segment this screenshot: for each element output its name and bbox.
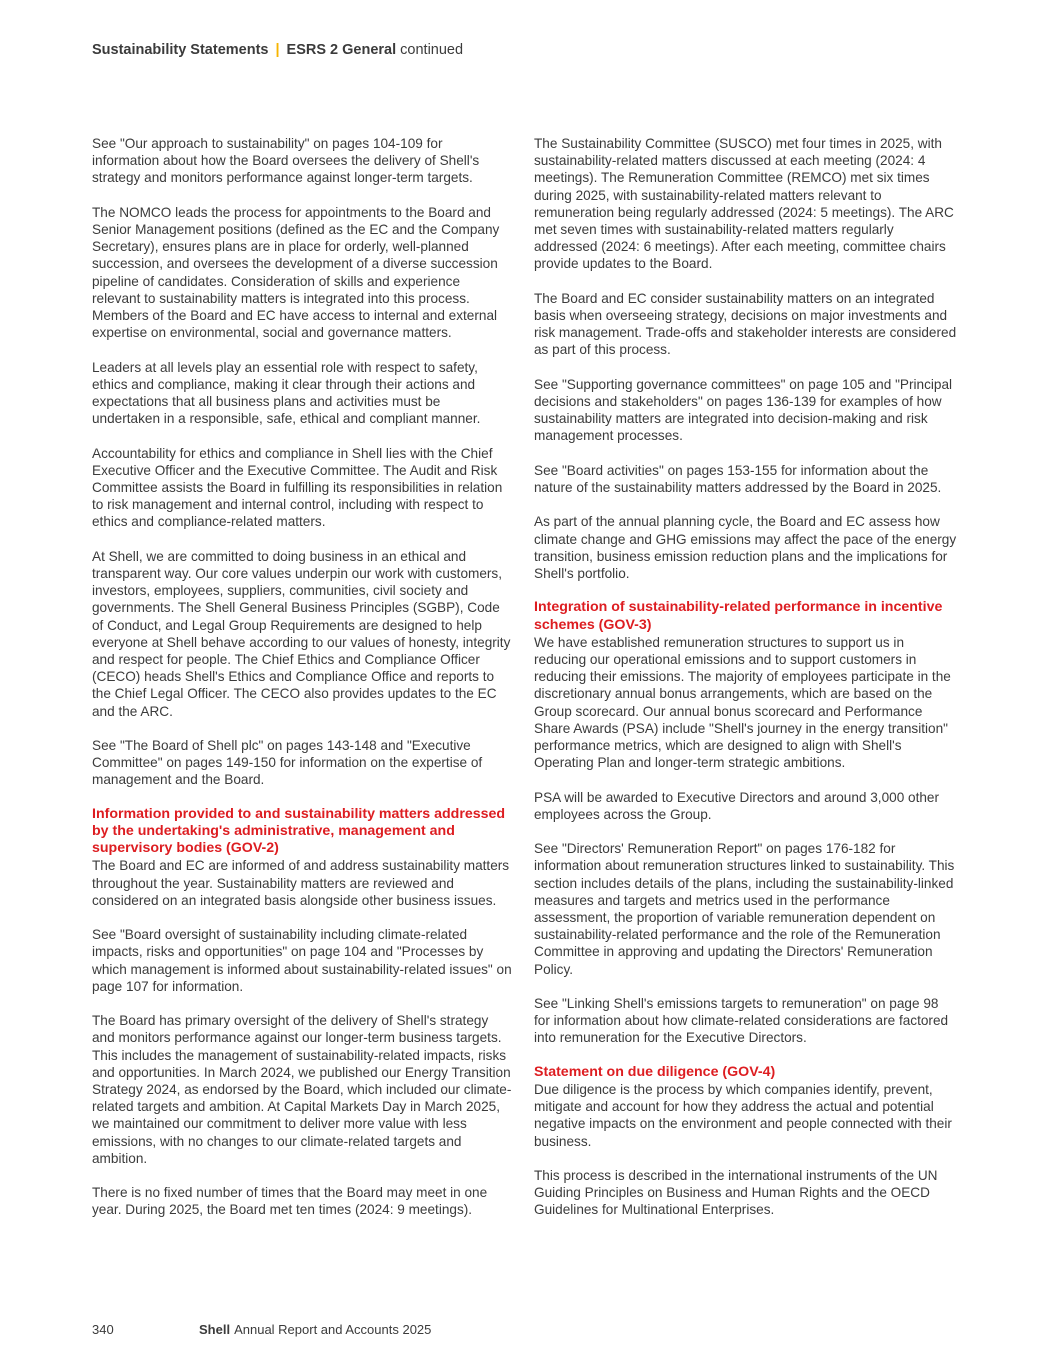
section-heading-gov3: Integration of sustainability-related performance in incentive schemes (GOV-3) — [534, 599, 943, 633]
header-suffix: continued — [400, 42, 464, 58]
report-title: Annual Report and Accounts 2025 — [234, 1322, 432, 1337]
paragraph: See "The Board of Shell plc" on pages 143-148 and "Executive Committee" on pages 149-150 for information on the expertise of management and the Board. — [92, 738, 483, 788]
paragraph: As part of the annual planning cycle, the Board and EC assess how climate change and GHG emissions may affect the pace of the energy transition, business emission reduction plans and the implications for Shell's portfolio. — [534, 514, 957, 582]
paragraph: Due diligence is the process by which companies identify, prevent, mitigate and account for how they address the actual and potential negative impacts on the environment and people connected with their business. — [534, 1082, 952, 1149]
page-header — [92, 42, 463, 58]
paragraph: At Shell, we are committed to doing business in an ethical and transparent way. Our core values underpin our work with customers, investors, employees, suppliers, communities, civil society and governments. The Shell General Business Principles (SGBP), Code of Conduct, and Legal Group Requirements are designed to help everyone at Shell behave according to our values of honesty, integrity and respect for people. The Chief Ethics and Compliance Officer (CECO) heads Shell's Ethics and Compliance Office and reports to the Chief Legal Officer. The CECO also provides updates to the EC and the ARC. — [92, 548, 511, 719]
header-subsection: ESRS 2 General — [286, 42, 397, 58]
right-column — [534, 135, 958, 1236]
paragraph: We have established remuneration structures to support us in reducing our operational emissions and to support customers in reducing their emissions. The majority of employees participate in the discretionary annual bonus arrangements, which are based on the Group scorecard. Our annual bonus scorecard and Performance Share Awards (PSA) include "Shell's journey in the energy transition" performance metrics, which are designed to align with Shell's Operating Plan and longer-term strategic ambitions. — [534, 634, 951, 771]
paragraph: PSA will be awarded to Executive Directors and around 3,000 other employees across the Group. — [534, 789, 940, 822]
header-separator: | — [275, 42, 280, 58]
header-section: Sustainability Statements — [92, 42, 269, 58]
paragraph: The Board has primary oversight of the delivery of Shell's strategy and monitors performance against our longer-term business targets. This includes the management of sustainability-related impacts, risks and opportunities. In March 2024, we published our Energy Transition Strategy 2024, as endorsed by the Board, which included our climate-related targets and ambition. At Capital Markets Day in March 2025, we maintained our commitment to deliver more value with less emissions, with no changes to our climate-related targets and ambition. — [92, 1013, 512, 1166]
left-column — [92, 135, 512, 1236]
paragraph: See "Board oversight of sustainability including climate-related impacts, risks and opportunities" on page 104 and "Processes by which management is informed about sustainability-related issues" on page 107 for information. — [92, 927, 512, 994]
paragraph: See "Linking Shell's emissions targets to remuneration" on page 98 for information about how climate-related considerations are factored into remuneration for the Executive Directors. — [534, 996, 949, 1046]
paragraph: See "Directors' Remuneration Report" on pages 176-182 for information about remuneration structures linked to sustainability. This section includes details of the plans, including the sustainability-linked measures and targets and metrics used in the performance assessment, the proportion of variable remuneration dependent on sustainability-related performance and the role of the Remuneration Committee in approving and updating the Directors' Remuneration Policy. — [534, 841, 955, 977]
paragraph: Accountability for ethics and compliance in Shell lies with the Chief Executive Officer and the Executive Committee. The Audit and Risk Committee assists the Board in fulfilling its responsibilities in relation to risk management and internal control, including with respect to ethics and compliance-related matters. — [92, 445, 503, 530]
section-heading-gov4: Statement on due diligence (GOV-4) — [534, 1063, 776, 1080]
paragraph: See "Board activities" on pages 153-155 for information about the nature of the sustainability matters addressed by the Board in 2025. — [534, 462, 942, 496]
paragraph: The Board and EC are informed of and address sustainability matters throughout the year. Sustainability matters are reviewed and considered on an integrated basis alongside other business issues. — [92, 858, 510, 908]
paragraph: See "Our approach to sustainability" on pages 104-109 for information about how the Board oversees the delivery of Shell's strategy and monitors performance against longer-term targets. — [92, 136, 480, 186]
paragraph: The Sustainability Committee (SUSCO) met four times in 2025, with sustainability-related matters discussed at each meeting (2024: 4 meetings). The Remuneration Committee (REMCO) met six times during 2025, with sustainability-related matters relevant to remuneration being regularly addressed (2024: 5 meetings). The ARC met seven times with sustainability-related matters regularly addressed (2024: 6 meetings). After each meeting, committee chairs provide updates to the Board. — [534, 136, 954, 272]
page-number: 340 — [92, 1322, 114, 1337]
paragraph: There is no fixed number of times that the Board may meet in one year. During 2025, the Board met ten times (2024: 9 meetings). — [92, 1185, 488, 1218]
brand-name: Shell — [199, 1322, 231, 1337]
paragraph: The Board and EC consider sustainability matters on an integrated basis when overseeing strategy, decisions on major investments and risk management. Trade-offs and stakeholder interests are considered as part of this process. — [534, 290, 957, 358]
section-heading-gov2: Information provided to and sustainability matters addressed by the undertaking's administrative, management and supervisory bodies (GOV-2) — [92, 805, 506, 857]
footer-brand — [199, 1322, 431, 1337]
paragraph: This process is described in the international instruments of the UN Guiding Principles on Business and Human Rights and the OECD Guidelines for Multinational Enterprises. — [534, 1168, 938, 1218]
paragraph: Leaders at all levels play an essential role with respect to safety, ethics and compliance, making it clear through their actions and expectations that all business plans and activities must be undertaken in a responsible, safe, ethical and compliant manner. — [92, 359, 481, 427]
paragraph: See "Supporting governance committees" on page 105 and "Principal decisions and stakeholders" on pages 136-139 for examples of how sustainability matters are integrated into decision-making and risk management processes. — [534, 376, 953, 444]
paragraph: The NOMCO leads the process for appointments to the Board and Senior Management positions (defined as the EC and the Company Secretary), ensures plans are in place for orderly, well-planned succession, and oversees the development of a diverse succession pipeline of candidates. Consideration of skills and experience relevant to sustainability matters is integrated into this process. Members of the Board and EC have access to internal and external expertise on environmental, social and governance matters. — [92, 204, 500, 341]
